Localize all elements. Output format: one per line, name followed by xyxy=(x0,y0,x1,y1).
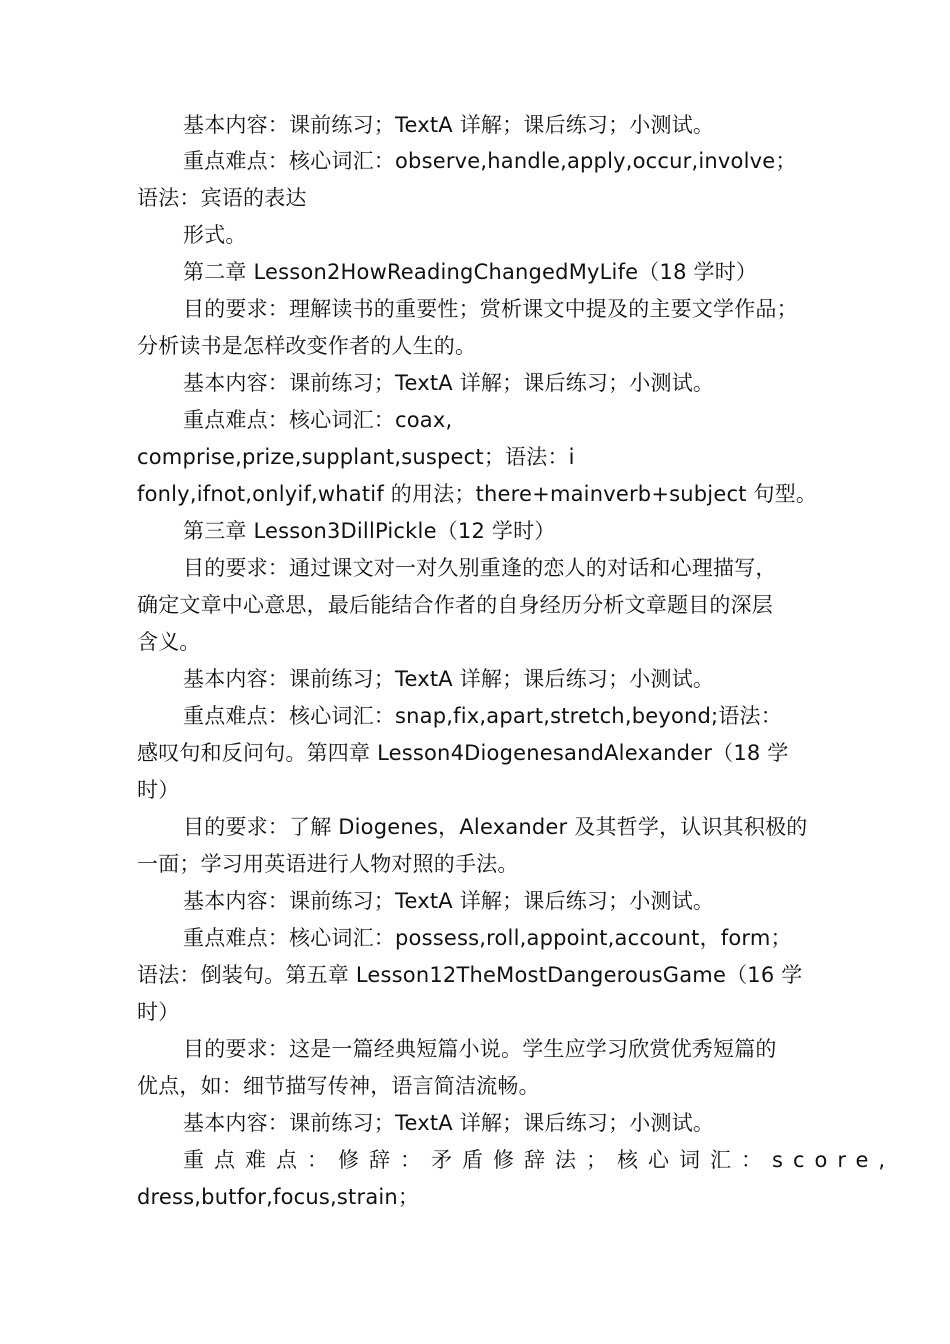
text-line: 一面；学习用英语进行人物对照的手法。 xyxy=(137,852,519,876)
text-line: 语法：倒装句。第五章 Lesson12TheMostDangerousGame（16 学 xyxy=(137,963,803,987)
text-line: comprise,prize,supplant,suspect；语法：i xyxy=(137,445,575,469)
chapter-heading: 第二章 Lesson2HowReadingChangedMyLife（18 学时） xyxy=(183,260,758,284)
text-line: 重点难点：核心词汇：observe,handle,apply,occur,involve； xyxy=(183,149,797,173)
text-line: 基本内容：课前练习；TextA 详解；课后练习；小测试。 xyxy=(183,113,715,137)
chapter-heading: 第三章 Lesson3DillPickle（12 学时） xyxy=(183,519,556,543)
text-line: 目的要求：通过课文对一对久别重逢的恋人的对话和心理描写， xyxy=(183,556,777,580)
text-line: dress,butfor,focus,strain； xyxy=(137,1185,420,1209)
text-line: 基本内容：课前练习；TextA 详解；课后练习；小测试。 xyxy=(183,667,715,691)
text-line: 时） xyxy=(137,1000,180,1024)
text-line: 时） xyxy=(137,778,180,802)
text-line: 形式。 xyxy=(183,223,247,247)
text-line: 重点难点：修辞：矛盾修辞法；核心词汇：score, xyxy=(183,1148,896,1172)
text-line: 优点，如：细节描写传神，语言简洁流畅。 xyxy=(137,1074,540,1098)
text-line: 分析读书是怎样改变作者的人生的。 xyxy=(137,334,477,358)
text-line: fonly,ifnot,onlyif,whatif 的用法；there+mainverb+subject 句型。 xyxy=(137,482,818,506)
text-line: 目的要求：理解读书的重要性；赏析课文中提及的主要文学作品； xyxy=(183,297,798,321)
text-line: 重点难点：核心词汇：coax, xyxy=(183,408,453,432)
text-line: 重点难点：核心词汇：snap,fix,apart,stretch,beyond;语法： xyxy=(183,704,782,728)
text-line: 重点难点：核心词汇：possess,roll,appoint,account，form； xyxy=(183,926,792,950)
text-line: 基本内容：课前练习；TextA 详解；课后练习；小测试。 xyxy=(183,1111,715,1135)
text-line: 目的要求：这是一篇经典短篇小说。学生应学习欣赏优秀短篇的 xyxy=(183,1037,777,1061)
text-line: 基本内容：课前练习；TextA 详解；课后练习；小测试。 xyxy=(183,371,715,395)
text-line: 基本内容：课前练习；TextA 详解；课后练习；小测试。 xyxy=(183,889,715,913)
text-line: 确定文章中心意思，最后能结合作者的自身经历分析文章题目的深层 xyxy=(137,593,773,617)
text-line: 语法：宾语的表达 xyxy=(137,186,307,210)
text-line: 目的要求：了解 Diogenes，Alexander 及其哲学，认识其积极的 xyxy=(183,815,808,839)
text-line: 感叹句和反问句。第四章 Lesson4DiogenesandAlexander（18 学 xyxy=(137,741,789,765)
text-line: 含义。 xyxy=(137,630,201,654)
